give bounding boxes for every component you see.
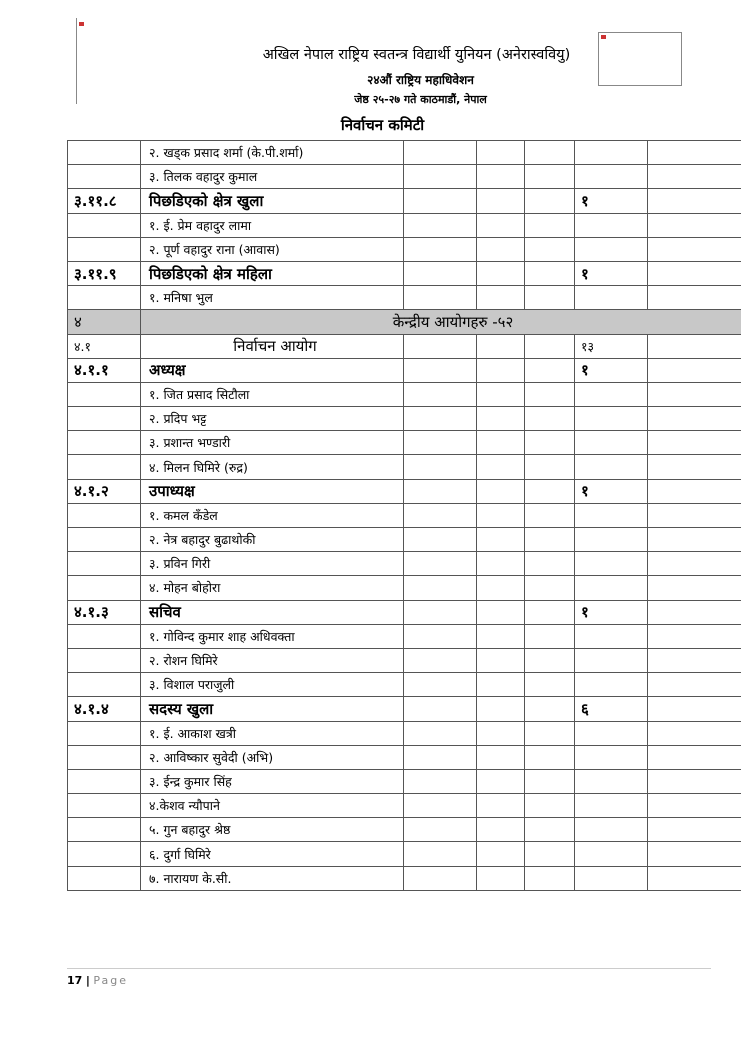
- row-title-cell: केन्द्रीय आयोगहरु -५२: [141, 310, 741, 334]
- blank-cell: [648, 769, 741, 793]
- row-code-cell: ३.११.९: [68, 261, 141, 285]
- member-row: [68, 141, 741, 165]
- footer-rule: [67, 968, 711, 969]
- blank-cell: [477, 552, 525, 576]
- member-row: [68, 576, 741, 600]
- blank-cell: [477, 842, 525, 866]
- row-name-cell: १. ई. आकाश खत्री: [141, 721, 404, 745]
- blank-cell: [648, 503, 741, 527]
- blank-cell: [525, 866, 575, 890]
- row-name-cell: १. गोविन्द कुमार शाह अधिवक्ता: [141, 624, 404, 648]
- member-row: [68, 648, 741, 672]
- category-row: [68, 189, 741, 213]
- row-code-cell: ४: [68, 310, 141, 334]
- row-name-cell: उपाध्यक्ष: [141, 479, 404, 503]
- blank-cell: [404, 407, 477, 431]
- blank-cell: [648, 455, 741, 479]
- blank-cell: [525, 673, 575, 697]
- row-name-cell: अध्यक्ष: [141, 358, 404, 382]
- blank-cell: [404, 261, 477, 285]
- row-count-cell: [575, 745, 648, 769]
- member-row: [68, 624, 741, 648]
- blank-cell: [648, 407, 741, 431]
- member-row: [68, 528, 741, 552]
- row-count-cell: [575, 431, 648, 455]
- blank-cell: [648, 213, 741, 237]
- blank-cell: [525, 794, 575, 818]
- blank-cell: [525, 697, 575, 721]
- row-name-cell: ४. मिलन घिमिरे (रुद्र): [141, 455, 404, 479]
- blank-cell: [404, 334, 477, 358]
- category-row: [68, 334, 741, 358]
- blank-cell: [477, 600, 525, 624]
- blank-cell: [477, 745, 525, 769]
- row-code-cell: [68, 576, 141, 600]
- blank-cell: [648, 431, 741, 455]
- blank-cell: [404, 794, 477, 818]
- row-name-cell: सदस्य खुला: [141, 697, 404, 721]
- member-row: [68, 769, 741, 793]
- blank-cell: [477, 866, 525, 890]
- row-name-cell: २. प्रदिप भट्ट: [141, 407, 404, 431]
- row-code-cell: [68, 528, 141, 552]
- blank-cell: [648, 673, 741, 697]
- blank-cell: [525, 334, 575, 358]
- row-count-cell: [575, 286, 648, 310]
- blank-cell: [404, 721, 477, 745]
- member-row: [68, 673, 741, 697]
- blank-cell: [404, 237, 477, 261]
- row-code-cell: [68, 503, 141, 527]
- blank-cell: [525, 431, 575, 455]
- image-placeholder-icon: [601, 35, 606, 39]
- blank-cell: [525, 382, 575, 406]
- blank-cell: [648, 286, 741, 310]
- category-row: [68, 600, 741, 624]
- committee-title: निर्वाचन कमिटी: [340, 116, 425, 134]
- category-row: [68, 358, 741, 382]
- blank-cell: [525, 528, 575, 552]
- row-code-cell: ४.१.१: [68, 358, 141, 382]
- blank-cell: [477, 648, 525, 672]
- row-code-cell: [68, 745, 141, 769]
- blank-cell: [648, 624, 741, 648]
- blank-cell: [477, 528, 525, 552]
- blank-cell: [525, 407, 575, 431]
- blank-cell: [404, 528, 477, 552]
- blank-cell: [404, 842, 477, 866]
- blank-cell: [525, 576, 575, 600]
- row-count-cell: [575, 721, 648, 745]
- blank-cell: [648, 334, 741, 358]
- blank-cell: [477, 141, 525, 165]
- row-count-cell: [575, 769, 648, 793]
- category-row: [68, 261, 741, 285]
- blank-cell: [525, 455, 575, 479]
- row-count-cell: [575, 866, 648, 890]
- row-code-cell: ४.१.३: [68, 600, 141, 624]
- blank-cell: [648, 479, 741, 503]
- blank-cell: [525, 165, 575, 189]
- row-count-cell: [575, 165, 648, 189]
- blank-cell: [477, 165, 525, 189]
- row-name-cell: ६. दुर्गा घिमिरे: [141, 842, 404, 866]
- row-count-cell: ६: [575, 697, 648, 721]
- blank-cell: [648, 600, 741, 624]
- blank-cell: [525, 479, 575, 503]
- blank-cell: [404, 286, 477, 310]
- row-count-cell: [575, 503, 648, 527]
- blank-cell: [525, 552, 575, 576]
- blank-cell: [525, 745, 575, 769]
- blank-cell: [648, 528, 741, 552]
- row-count-cell: [575, 528, 648, 552]
- row-name-cell: २. खड्क प्रसाद शर्मा (के.पी.शर्मा): [141, 141, 404, 165]
- member-row: [68, 503, 741, 527]
- blank-cell: [404, 576, 477, 600]
- row-count-cell: [575, 407, 648, 431]
- row-name-cell: ४. मोहन बोहोरा: [141, 576, 404, 600]
- blank-cell: [477, 382, 525, 406]
- place-date: जेष्ठ २५-२७ गते काठमाडौं, नेपाल: [354, 93, 487, 106]
- blank-cell: [525, 261, 575, 285]
- blank-cell: [525, 624, 575, 648]
- row-name-cell: ४.केशव न्यौपाने: [141, 794, 404, 818]
- row-code-cell: [68, 794, 141, 818]
- blank-cell: [525, 600, 575, 624]
- footer-separator: |: [85, 974, 90, 987]
- member-row: [68, 721, 741, 745]
- row-name-cell: २. रोशन घिमिरे: [141, 648, 404, 672]
- blank-cell: [648, 697, 741, 721]
- blank-cell: [404, 358, 477, 382]
- member-row: [68, 237, 741, 261]
- blank-cell: [477, 769, 525, 793]
- blank-cell: [477, 334, 525, 358]
- member-row: [68, 213, 741, 237]
- row-count-cell: १: [575, 189, 648, 213]
- row-code-cell: [68, 286, 141, 310]
- member-row: [68, 818, 741, 842]
- blank-cell: [404, 189, 477, 213]
- blank-cell: [648, 818, 741, 842]
- blank-cell: [477, 624, 525, 648]
- page-footer: [67, 974, 128, 987]
- blank-cell: [404, 600, 477, 624]
- row-code-cell: [68, 165, 141, 189]
- member-row: [68, 552, 741, 576]
- row-code-cell: [68, 721, 141, 745]
- row-name-cell: निर्वाचन आयोग: [141, 334, 404, 358]
- blank-cell: [404, 769, 477, 793]
- row-code-cell: [68, 552, 141, 576]
- committee-table: [67, 140, 741, 891]
- member-row: [68, 745, 741, 769]
- row-count-cell: [575, 673, 648, 697]
- row-code-cell: [68, 407, 141, 431]
- blank-cell: [525, 189, 575, 213]
- blank-cell: [477, 407, 525, 431]
- row-name-cell: २. नेत्र बहादुर बुढाथोकी: [141, 528, 404, 552]
- member-row: [68, 455, 741, 479]
- blank-cell: [525, 842, 575, 866]
- row-name-cell: २. आविष्कार सुवेदी (अभि): [141, 745, 404, 769]
- row-code-cell: [68, 382, 141, 406]
- blank-cell: [477, 455, 525, 479]
- row-name-cell: १. कमल कँडेल: [141, 503, 404, 527]
- row-code-cell: [68, 818, 141, 842]
- blank-cell: [525, 141, 575, 165]
- row-count-cell: १: [575, 358, 648, 382]
- blank-cell: [525, 769, 575, 793]
- blank-cell: [477, 431, 525, 455]
- member-row: [68, 794, 741, 818]
- blank-cell: [648, 382, 741, 406]
- row-count-cell: [575, 818, 648, 842]
- row-count-cell: [575, 576, 648, 600]
- row-code-cell: ४.१.२: [68, 479, 141, 503]
- row-name-cell: पिछडिएको क्षेत्र खुला: [141, 189, 404, 213]
- row-count-cell: १: [575, 600, 648, 624]
- blank-cell: [477, 818, 525, 842]
- row-code-cell: [68, 237, 141, 261]
- member-row: [68, 431, 741, 455]
- section-band-row: [68, 310, 741, 334]
- blank-cell: [525, 213, 575, 237]
- blank-cell: [404, 648, 477, 672]
- row-code-cell: [68, 455, 141, 479]
- row-code-cell: [68, 213, 141, 237]
- row-count-cell: [575, 455, 648, 479]
- blank-cell: [648, 189, 741, 213]
- member-row: [68, 407, 741, 431]
- blank-cell: [477, 237, 525, 261]
- blank-cell: [648, 721, 741, 745]
- blank-cell: [648, 866, 741, 890]
- row-name-cell: ५. गुन बहादुर श्रेष्ठ: [141, 818, 404, 842]
- category-row: [68, 479, 741, 503]
- category-row: [68, 697, 741, 721]
- row-name-cell: १. जित प्रसाद सिटौला: [141, 382, 404, 406]
- blank-cell: [477, 261, 525, 285]
- blank-cell: [404, 213, 477, 237]
- blank-cell: [525, 286, 575, 310]
- member-row: [68, 842, 741, 866]
- blank-cell: [477, 358, 525, 382]
- blank-cell: [648, 141, 741, 165]
- blank-cell: [648, 358, 741, 382]
- blank-cell: [648, 794, 741, 818]
- row-count-cell: [575, 382, 648, 406]
- blank-cell: [525, 818, 575, 842]
- blank-cell: [404, 866, 477, 890]
- blank-cell: [404, 745, 477, 769]
- row-code-cell: [68, 431, 141, 455]
- row-name-cell: ३. प्रशान्त भण्डारी: [141, 431, 404, 455]
- row-count-cell: १: [575, 479, 648, 503]
- member-row: [68, 165, 741, 189]
- row-code-cell: [68, 624, 141, 648]
- blank-cell: [477, 286, 525, 310]
- row-name-cell: ७. नारायण के.सी.: [141, 866, 404, 890]
- row-code-cell: [68, 866, 141, 890]
- organization-name: अखिल नेपाल राष्ट्रिय स्वतन्त्र विद्यार्थी युनियन (अनेरास्ववियु): [262, 47, 571, 63]
- row-name-cell: १. ई. प्रेम वहादुर लामा: [141, 213, 404, 237]
- row-count-cell: [575, 237, 648, 261]
- blank-cell: [648, 552, 741, 576]
- row-name-cell: १. मनिषा भुल: [141, 286, 404, 310]
- blank-cell: [648, 165, 741, 189]
- row-name-cell: ३. तिलक वहादुर कुमाल: [141, 165, 404, 189]
- row-name-cell: ३. प्रविन गिरी: [141, 552, 404, 576]
- blank-cell: [404, 552, 477, 576]
- row-count-cell: [575, 213, 648, 237]
- blank-cell: [648, 237, 741, 261]
- row-count-cell: [575, 842, 648, 866]
- row-name-cell: पिछडिएको क्षेत्र महिला: [141, 261, 404, 285]
- logo-placeholder-icon: [79, 22, 84, 26]
- row-code-cell: [68, 141, 141, 165]
- blank-cell: [404, 431, 477, 455]
- blank-cell: [404, 503, 477, 527]
- page-number: 17: [67, 974, 83, 987]
- blank-cell: [404, 624, 477, 648]
- row-count-cell: १: [575, 261, 648, 285]
- blank-cell: [648, 576, 741, 600]
- row-count-cell: १३: [575, 334, 648, 358]
- row-code-cell: ३.११.८: [68, 189, 141, 213]
- row-count-cell: [575, 624, 648, 648]
- row-code-cell: ४.१: [68, 334, 141, 358]
- blank-cell: [404, 673, 477, 697]
- blank-cell: [477, 213, 525, 237]
- row-code-cell: [68, 648, 141, 672]
- row-name-cell: २. पूर्ण वहादुर राना (आवास): [141, 237, 404, 261]
- blank-cell: [525, 237, 575, 261]
- blank-cell: [648, 745, 741, 769]
- member-row: [68, 382, 741, 406]
- convention-title: २४औं राष्ट्रिय महाधिवेशन: [367, 73, 474, 87]
- blank-cell: [477, 697, 525, 721]
- page-label: Page: [93, 974, 128, 987]
- blank-cell: [525, 721, 575, 745]
- blank-cell: [404, 382, 477, 406]
- blank-cell: [477, 189, 525, 213]
- row-name-cell: ३. विशाल पराजुली: [141, 673, 404, 697]
- blank-cell: [404, 165, 477, 189]
- blank-cell: [404, 697, 477, 721]
- blank-cell: [648, 261, 741, 285]
- row-name-cell: सचिव: [141, 600, 404, 624]
- row-name-cell: ३. ईन्द्र कुमार सिंह: [141, 769, 404, 793]
- blank-cell: [404, 141, 477, 165]
- blank-cell: [477, 721, 525, 745]
- row-count-cell: [575, 141, 648, 165]
- blank-cell: [477, 479, 525, 503]
- row-count-cell: [575, 794, 648, 818]
- blank-cell: [477, 576, 525, 600]
- blank-cell: [477, 794, 525, 818]
- blank-cell: [477, 673, 525, 697]
- blank-cell: [404, 455, 477, 479]
- blank-cell: [525, 358, 575, 382]
- row-code-cell: ४.१.४: [68, 697, 141, 721]
- member-row: [68, 286, 741, 310]
- blank-cell: [525, 648, 575, 672]
- row-code-cell: [68, 673, 141, 697]
- row-count-cell: [575, 648, 648, 672]
- blank-cell: [525, 503, 575, 527]
- row-count-cell: [575, 552, 648, 576]
- row-code-cell: [68, 842, 141, 866]
- row-code-cell: [68, 769, 141, 793]
- blank-cell: [477, 503, 525, 527]
- blank-cell: [404, 479, 477, 503]
- member-row: [68, 866, 741, 890]
- blank-cell: [648, 842, 741, 866]
- blank-cell: [404, 818, 477, 842]
- blank-cell: [648, 648, 741, 672]
